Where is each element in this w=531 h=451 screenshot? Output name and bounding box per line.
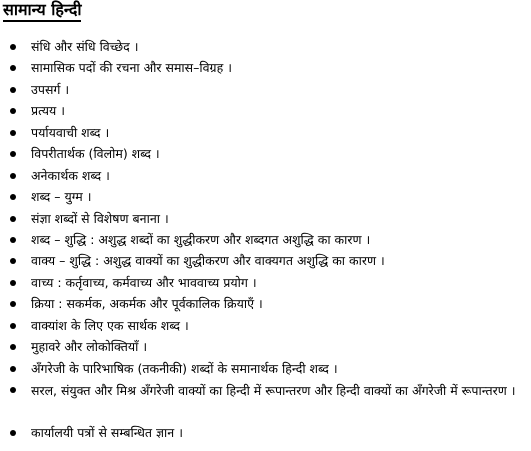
bullet-icon: [10, 151, 16, 157]
list-item: [0, 359, 531, 379]
list-item: [0, 123, 531, 143]
bullet-icon: [10, 173, 16, 179]
bullet-icon: [10, 430, 16, 436]
bullet-icon: [10, 108, 16, 114]
list-item: [0, 423, 531, 443]
topic-list: [0, 37, 531, 445]
bullet-icon: [10, 280, 16, 286]
list-item-text: प्रत्यय ।: [31, 103, 65, 119]
list-item: [0, 337, 531, 357]
list-item: [0, 316, 531, 336]
page-title: सामान्य हिन्दी: [3, 0, 81, 22]
list-item-text: क्रिया : सकर्मक, अकर्मक और पूर्वकालिक क्रियाएँ ।: [31, 296, 263, 312]
list-item-text: वाक्यांश के लिए एक सार्थक शब्द ।: [31, 317, 189, 333]
bullet-icon: [10, 387, 16, 393]
list-item-text: संज्ञा शब्दों से विशेषण बनाना ।: [31, 210, 169, 226]
list-item: [0, 230, 531, 250]
list-item: [0, 37, 531, 57]
list-item-text: विपरीतार्थक (विलोम) शब्द ।: [31, 146, 160, 162]
bullet-icon: [10, 194, 16, 200]
bullet-icon: [10, 44, 16, 50]
bullet-icon: [10, 323, 16, 329]
list-item: [0, 101, 531, 121]
list-item: [0, 209, 531, 229]
list-item-text: मुहावरे और लोकोक्तियाँ ।: [31, 339, 148, 355]
bullet-icon: [10, 130, 16, 136]
list-item: [0, 58, 531, 78]
list-item-text: शब्द – युग्म ।: [31, 189, 92, 205]
bullet-icon: [10, 258, 16, 264]
list-item-text: शब्द – शुद्धि : अशुद्ध शब्दों का शुद्धीकरण और शब्दगत अशुद्धि का कारण ।: [31, 231, 371, 247]
list-item-text: वाच्य : कर्तृवाच्य, कर्मवाच्य और भाववाच्य प्रयोग ।: [31, 274, 257, 290]
list-item-text: सरल, संयुक्त और मिश्र अँगरेजी वाक्यों का हिन्दी में रूपान्तरण और हिन्दी वाक्यों का अँगरेजी में रूपान्तरण ।: [31, 383, 516, 398]
bullet-icon: [10, 344, 16, 350]
list-item: [0, 251, 531, 271]
bullet-icon: [10, 301, 16, 307]
list-item-text: पर्यायवाची शब्द ।: [31, 124, 110, 140]
list-item-text: वाक्य – शुद्धि : अशुद्ध वाक्यों का शुद्धीकरण और वाक्यगत अशुद्धि का कारण ।: [31, 253, 385, 269]
bullet-icon: [10, 87, 16, 93]
list-item-text: अनेकार्थक शब्द ।: [31, 167, 110, 183]
list-item: [0, 80, 531, 100]
list-item: [0, 166, 531, 186]
list-item-text: कार्यालयी पत्रों से सम्बन्धित ज्ञान ।: [31, 425, 183, 441]
bullet-icon: [10, 366, 16, 372]
list-item: [0, 380, 531, 422]
list-item-text: सामासिक पदों की रचना और समास–विग्रह ।: [31, 60, 232, 76]
bullet-icon: [10, 237, 16, 243]
list-item: [0, 294, 531, 314]
bullet-icon: [10, 216, 16, 222]
list-item: [0, 144, 531, 164]
list-item-text: उपसर्ग ।: [31, 81, 70, 97]
bullet-icon: [10, 65, 16, 71]
list-item: [0, 187, 531, 207]
list-item: [0, 273, 531, 293]
list-item-text: अँगरेजी के पारिभाषिक (तकनीकी) शब्दों के समानार्थक हिन्दी शब्द ।: [31, 360, 338, 376]
list-item-text: संधि और संधि विच्छेद ।: [31, 39, 139, 54]
